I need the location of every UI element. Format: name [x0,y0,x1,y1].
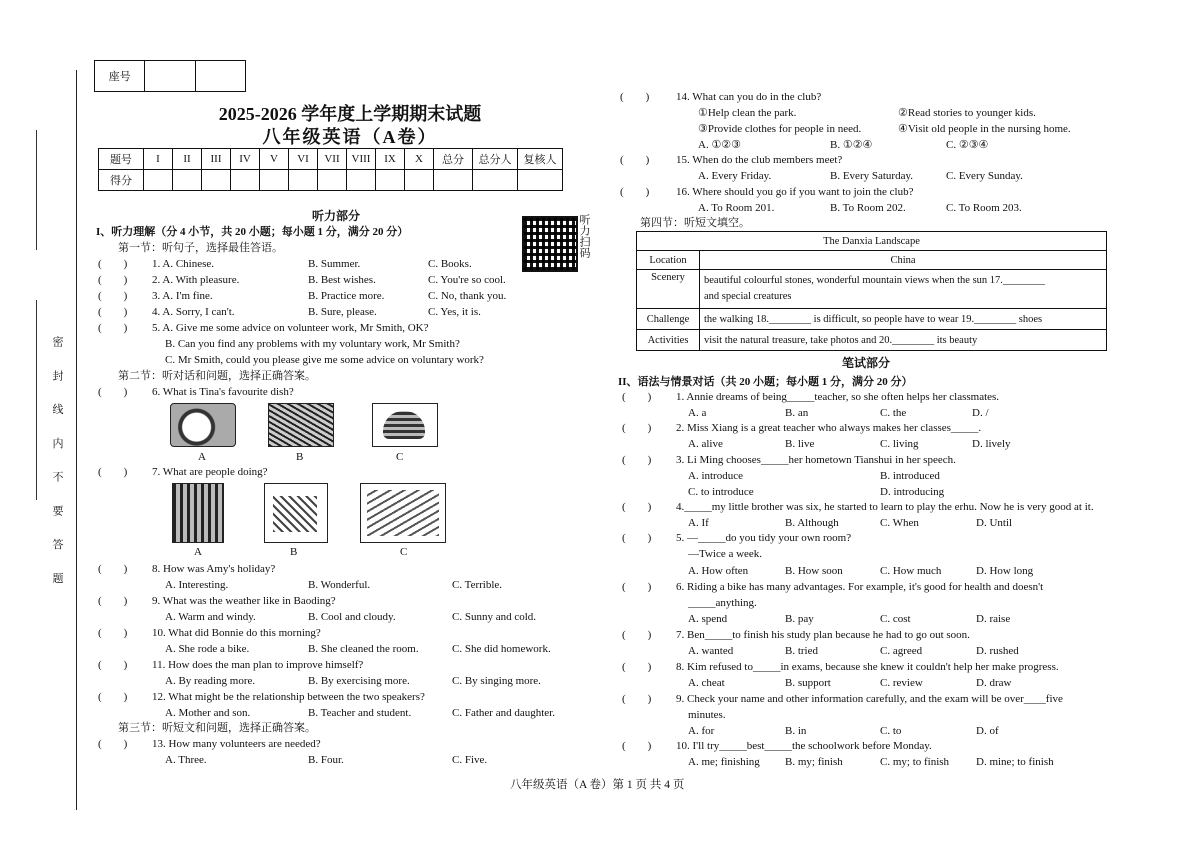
score-header: 复核人 [518,149,563,170]
question-option: 4. A. Sorry, I can't. [152,306,235,318]
question-option: D. introducing [880,486,945,498]
question-line: minutes. [688,709,726,721]
question-stem: 2. Miss Xiang is a great teacher who always makes her classes_____. [676,422,982,434]
activity-image-a [172,483,224,543]
answer-bracket[interactable]: ( ) [98,563,128,575]
question-option: C. Mr Smith, could you please give me some advice on voluntary work? [165,354,484,366]
image-label: A [198,451,206,463]
question-option: C. Father and daughter. [452,707,555,719]
question-option: A. introduce [688,470,743,482]
question-option: C. No, thank you. [428,290,507,302]
question-option: A. Every Friday. [698,170,772,182]
answer-bracket[interactable]: ( ) [622,422,652,434]
margin-line [36,130,39,250]
score-header: X [405,149,434,170]
score-header: IV [231,149,260,170]
question-stem: 6. What is Tina's favourite dish? [152,386,294,398]
answer-bracket[interactable]: ( ) [98,595,128,607]
image-label: B [296,451,304,463]
question-option: C. Five. [452,754,488,766]
question-option: B. Every Saturday. [830,170,913,182]
seat-number-box [94,60,246,92]
question-stem: 14. What can you do in the club? [676,91,822,103]
seat-cell[interactable] [145,61,195,91]
question-option: B. introduced [880,470,940,482]
part-heading: 第四节：听短文填空。 [640,217,750,229]
question-stem: 8. How was Amy's holiday? [152,563,276,575]
score-header: VII [318,149,347,170]
score-cell[interactable] [347,170,376,191]
question-option: A. Mother and son. [165,707,251,719]
answer-bracket[interactable]: ( ) [98,691,128,703]
question-option: D. / [972,407,989,419]
answer-bracket[interactable]: ( ) [98,274,128,286]
score-header: 题号 [99,149,144,170]
question-stem: 3. Li Ming chooses_____her hometown Tianshui in her speech. [676,454,956,466]
activity-image-c [360,483,446,543]
question-option: C. Every Sunday. [946,170,1023,182]
question-option: C. How much [880,565,942,577]
question-option: D. draw [976,677,1012,689]
question-stem: 9. What was the weather like in Baoding? [152,595,336,607]
score-cell[interactable] [473,170,518,191]
question-option: B. How soon [785,565,843,577]
binding-line [76,70,77,810]
question-option: B. tried [785,645,818,657]
score-header: VI [289,149,318,170]
question-option: A. for [688,725,715,737]
score-header: II [173,149,202,170]
question-stem: 4._____my little brother was six, he started to learn to play the erhu. Now he is very good at it. [676,501,1094,513]
question-stem: 9. Check your name and other information carefully, and the exam will be over____five [676,693,1063,705]
question-stem: 8. Kim refused to_____in exams, because she knew it couldn't help her make progress. [676,661,1059,673]
question-option: A. spend [688,613,728,625]
dish-image-c [372,403,438,447]
answer-bracket[interactable]: ( ) [98,738,128,750]
table-title: The Danxia Landscape [637,232,1107,251]
question-option: C. ②③④ [946,139,989,151]
row-label: Challenge [637,309,700,330]
question-option: C. the [880,407,907,419]
score-cell[interactable] [434,170,473,191]
answer-bracket[interactable]: ( ) [622,629,652,641]
question-option: ①Help clean the park. [698,107,797,119]
scenery-line-2: and special creatures [704,291,792,302]
answer-bracket[interactable]: ( ) [622,581,652,593]
answer-bracket[interactable]: ( ) [620,186,650,198]
score-header: V [260,149,289,170]
question-option: B. Wonderful. [308,579,371,591]
question-option: B. pay [785,613,814,625]
writing-heading: 笔试部分 [842,356,891,370]
score-header: III [202,149,231,170]
score-cell[interactable] [318,170,347,191]
question-option: D. raise [976,613,1011,625]
scenery-line-1: beautiful colourful stones, wonderful mountain views when the sun 17.________ [704,275,1045,286]
answer-bracket[interactable]: ( ) [620,154,650,166]
score-cell[interactable] [260,170,289,191]
question-option: C. Yes, it is. [428,306,481,318]
score-cell[interactable] [173,170,202,191]
question-option: B. Although [785,517,839,529]
score-cell[interactable] [144,170,173,191]
answer-bracket[interactable]: ( ) [622,454,652,466]
question-option: A. If [688,517,709,529]
question-option: D. How long [976,565,1034,577]
question-option: C. By singing more. [452,675,541,687]
score-header: 总分人 [473,149,518,170]
listening-heading: 听力部分 [312,209,361,223]
question-option: C. Terrible. [452,579,503,591]
question-stem: 5. —_____do you tidy your own room? [676,532,852,544]
qr-label: 听力扫码 [578,214,590,258]
score-row-label: 得分 [99,170,144,191]
question-option: C. review [880,677,923,689]
question-option: 1. A. Chinese. [152,258,215,270]
score-header-row [99,149,563,170]
row-value: visit the natural treasure, take photos and 20.________ its beauty [700,330,1107,351]
score-cell[interactable] [231,170,260,191]
question-option: A. How often [688,565,749,577]
margin-line [36,300,39,500]
question-option: B. Best wishes. [308,274,376,286]
question-option: B. ①②④ [830,139,873,151]
answer-bracket[interactable]: ( ) [98,322,128,334]
row-value: the walking 18.________ is difficult, so people have to wear 19.________ shoes [700,309,1107,330]
answer-bracket[interactable]: ( ) [622,693,652,705]
question-option: A. By reading more. [165,675,256,687]
question-option: D. mine; to finish [976,756,1054,768]
question-option: B. Sure, please. [308,306,377,318]
answer-bracket[interactable]: ( ) [98,290,128,302]
answer-bracket[interactable]: ( ) [622,740,652,752]
score-cell[interactable] [376,170,405,191]
question-option: A. me; finishing [688,756,760,768]
question-option: C. agreed [880,645,923,657]
image-label: C [400,546,408,558]
seat-cell[interactable] [196,61,245,91]
question-stem: 12. What might be the relationship between the two speakers? [152,691,425,703]
question-option: B. By exercising more. [308,675,410,687]
question-option: D. Until [976,517,1013,529]
question-option: C. my; to finish [880,756,950,768]
question-option: C. cost [880,613,911,625]
question-option: C. Sunny and cold. [452,611,537,623]
question-option: B. Summer. [308,258,361,270]
question-option: D. rushed [976,645,1019,657]
question-option: ②Read stories to younger kids. [898,107,1036,119]
question-option: B. in [785,725,807,737]
question-option: C. To Room 203. [946,202,1022,214]
row-label: Location [637,251,700,270]
question-stem: 10. What did Bonnie do this morning? [152,627,321,639]
question-option: B. my; finish [785,756,843,768]
question-option: D. of [976,725,999,737]
question-option: B. Four. [308,754,344,766]
question-stem: 1. Annie dreams of being_____teacher, so she often helps her classmates. [676,391,1000,403]
question-option: B. live [785,438,815,450]
image-label: C [396,451,404,463]
question-line: —Twice a week. [688,548,763,560]
question-option: B. support [785,677,831,689]
score-header: IX [376,149,405,170]
question-option: C. She did homework. [452,643,551,655]
qr-code-icon [522,216,578,272]
question-option: C. You're so cool. [428,274,506,286]
answer-bracket[interactable]: ( ) [98,386,128,398]
part-heading: 第二节：听对话和问题，选择正确答案。 [118,370,316,382]
question-option: B. Practice more. [308,290,385,302]
question-stem: 16. Where should you go if you want to join the club? [676,186,914,198]
question-option: B. Cool and cloudy. [308,611,396,623]
activity-image-b [264,483,328,543]
row-value [700,270,1107,309]
question-stem: 13. How many volunteers are needed? [152,738,321,750]
question-option: ④Visit old people in the nursing home. [898,123,1071,135]
question-stem: 15. When do the club members meet? [676,154,843,166]
question-stem: 11. How does the man plan to improve himself? [152,659,364,671]
question-option: 5. A. Give me some advice on volunteer work, Mr Smith, OK? [152,322,429,334]
question-option: C. to introduce [688,486,754,498]
danxia-table [636,231,1107,351]
answer-bracket[interactable]: ( ) [622,391,652,403]
page-subtitle: 八年级英语（A卷） [262,127,438,147]
score-header: 总分 [434,149,473,170]
question-option: A. a [688,407,707,419]
question-stem: 7. What are people doing? [152,466,268,478]
question-option: 3. A. I'm fine. [152,290,213,302]
question-option: B. She cleaned the room. [308,643,419,655]
question-option: C. living [880,438,919,450]
question-option: A. She rode a bike. [165,643,250,655]
question-stem: 7. Ben_____to finish his study plan because he had to go out soon. [676,629,970,641]
row-value: China [700,251,1107,270]
score-table [98,148,563,191]
question-option: C. to [880,725,902,737]
question-stem: 6. Riding a bike has many advantages. For example, it's good for health and doesn't [676,581,1044,593]
question-option: 2. A. With pleasure. [152,274,240,286]
score-cell[interactable] [518,170,563,191]
score-row [99,170,563,191]
section-heading: I、听力理解（分 4 小节，共 20 小题；每小题 1 分，满分 20 分） [96,226,409,238]
question-option: B. an [785,407,809,419]
answer-bracket[interactable]: ( ) [98,659,128,671]
score-cell[interactable] [202,170,231,191]
question-option: B. To Room 202. [830,202,906,214]
answer-bracket[interactable]: ( ) [98,466,128,478]
question-option: A. Warm and windy. [165,611,256,623]
image-label: B [290,546,298,558]
question-option: B. Teacher and student. [308,707,412,719]
question-option: C. When [880,517,919,529]
answer-bracket[interactable]: ( ) [622,532,652,544]
section-heading: II、语法与情景对话（共 20 小题；每小题 1 分，满分 20 分） [618,376,913,388]
page-title: 2025-2026 学年度上学期期末试题 [218,104,482,124]
question-option: A. To Room 201. [698,202,775,214]
image-label: A [194,546,202,558]
question-stem: 10. I'll try_____best_____the schoolwork before Monday. [676,740,932,752]
answer-bracket[interactable]: ( ) [98,258,128,270]
question-option: A. Three. [165,754,207,766]
part-heading: 第一节：听句子，选择最佳答语。 [118,242,283,254]
score-header: VIII [347,149,376,170]
dish-image-a [170,403,236,447]
answer-bracket[interactable]: ( ) [622,661,652,673]
question-option: B. Can you find any problems with my voluntary work, Mr Smith? [165,338,460,350]
row-label: Activities [637,330,700,351]
row-label: Scenery [637,270,700,309]
question-line: _____anything. [688,597,757,609]
score-cell[interactable] [289,170,318,191]
question-option: ③Provide clothes for people in need. [698,123,862,135]
part-heading: 第三节：听短文和问题，选择正确答案。 [118,722,316,734]
answer-bracket[interactable]: ( ) [98,627,128,639]
question-option: A. cheat [688,677,725,689]
answer-bracket[interactable]: ( ) [622,501,652,513]
question-option: A. ①②③ [698,139,742,151]
question-option: A. wanted [688,645,734,657]
page-footer: 八年级英语（A 卷）第 1 页 共 4 页 [510,779,685,791]
score-header: I [144,149,173,170]
question-option: A. alive [688,438,723,450]
answer-bracket[interactable]: ( ) [620,91,650,103]
question-option: C. Books. [428,258,472,270]
seat-label: 座号 [95,61,145,91]
binding-warning: 密 封 线 内 不 要 答 题 [51,336,63,594]
answer-bracket[interactable]: ( ) [98,306,128,318]
score-cell[interactable] [405,170,434,191]
dish-image-b [268,403,334,447]
question-option: D. lively [972,438,1011,450]
question-option: A. Interesting. [165,579,229,591]
